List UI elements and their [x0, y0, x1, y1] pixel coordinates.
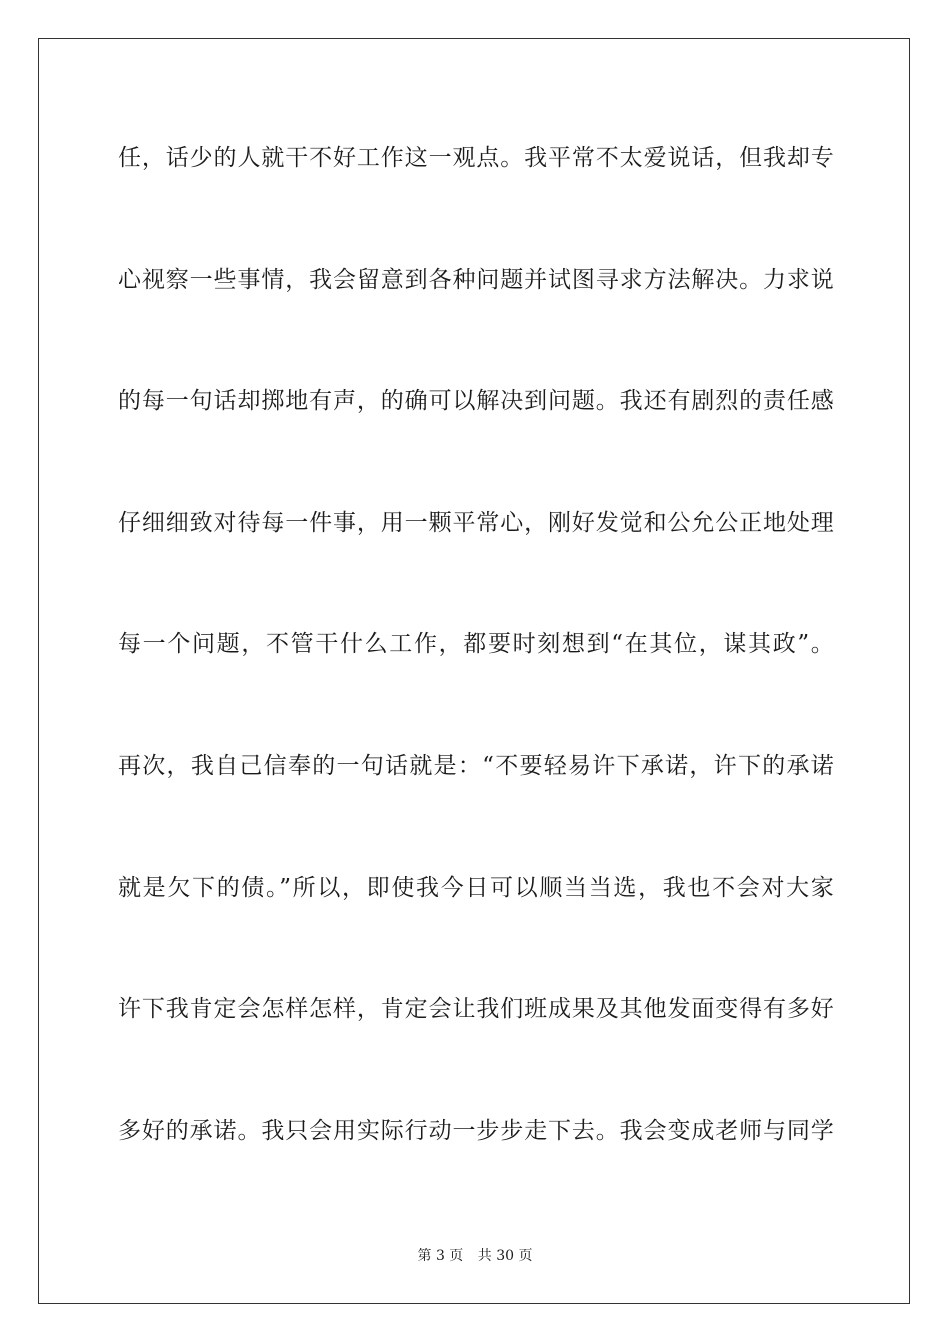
body-line-7: 就是欠下的债。”所以，即使我今日可以顺当当选，我也不会对大家 [118, 874, 834, 901]
page-footer [0, 1246, 950, 1266]
body-line-2: 心视察一些事情，我会留意到各种问题并试图寻求方法解决。力求说 [118, 266, 834, 293]
body-line-6: 再次，我自己信奉的一句话就是：“不要轻易许下承诺，许下的承诺 [118, 752, 834, 779]
body-line-8: 许下我肯定会怎样怎样，肯定会让我们班成果及其他发面变得有多好 [118, 996, 834, 1023]
body-line-3: 的每一句话却掷地有声，的确可以解决到问题。我还有剧烈的责任感 [118, 388, 834, 415]
page-number: 第 3 页 [417, 1248, 464, 1264]
body-line-1: 任，话少的人就干不好工作这一观点。我平常不太爱说话，但我却专 [118, 145, 834, 171]
body-line-4: 仔细细致对待每一件事，用一颗平常心，刚好发觉和公允公正地处理 [118, 509, 834, 536]
body-line-9: 多好的承诺。我只会用实际行动一步步走下去。我会变成老师与同学 [118, 1117, 834, 1144]
body-line-5: 每一个问题，不管干什么工作，都要时刻想到“在其位，谋其政”。 [118, 631, 834, 658]
document-body [118, 131, 834, 1225]
page-total: 共 30 页 [477, 1248, 533, 1264]
